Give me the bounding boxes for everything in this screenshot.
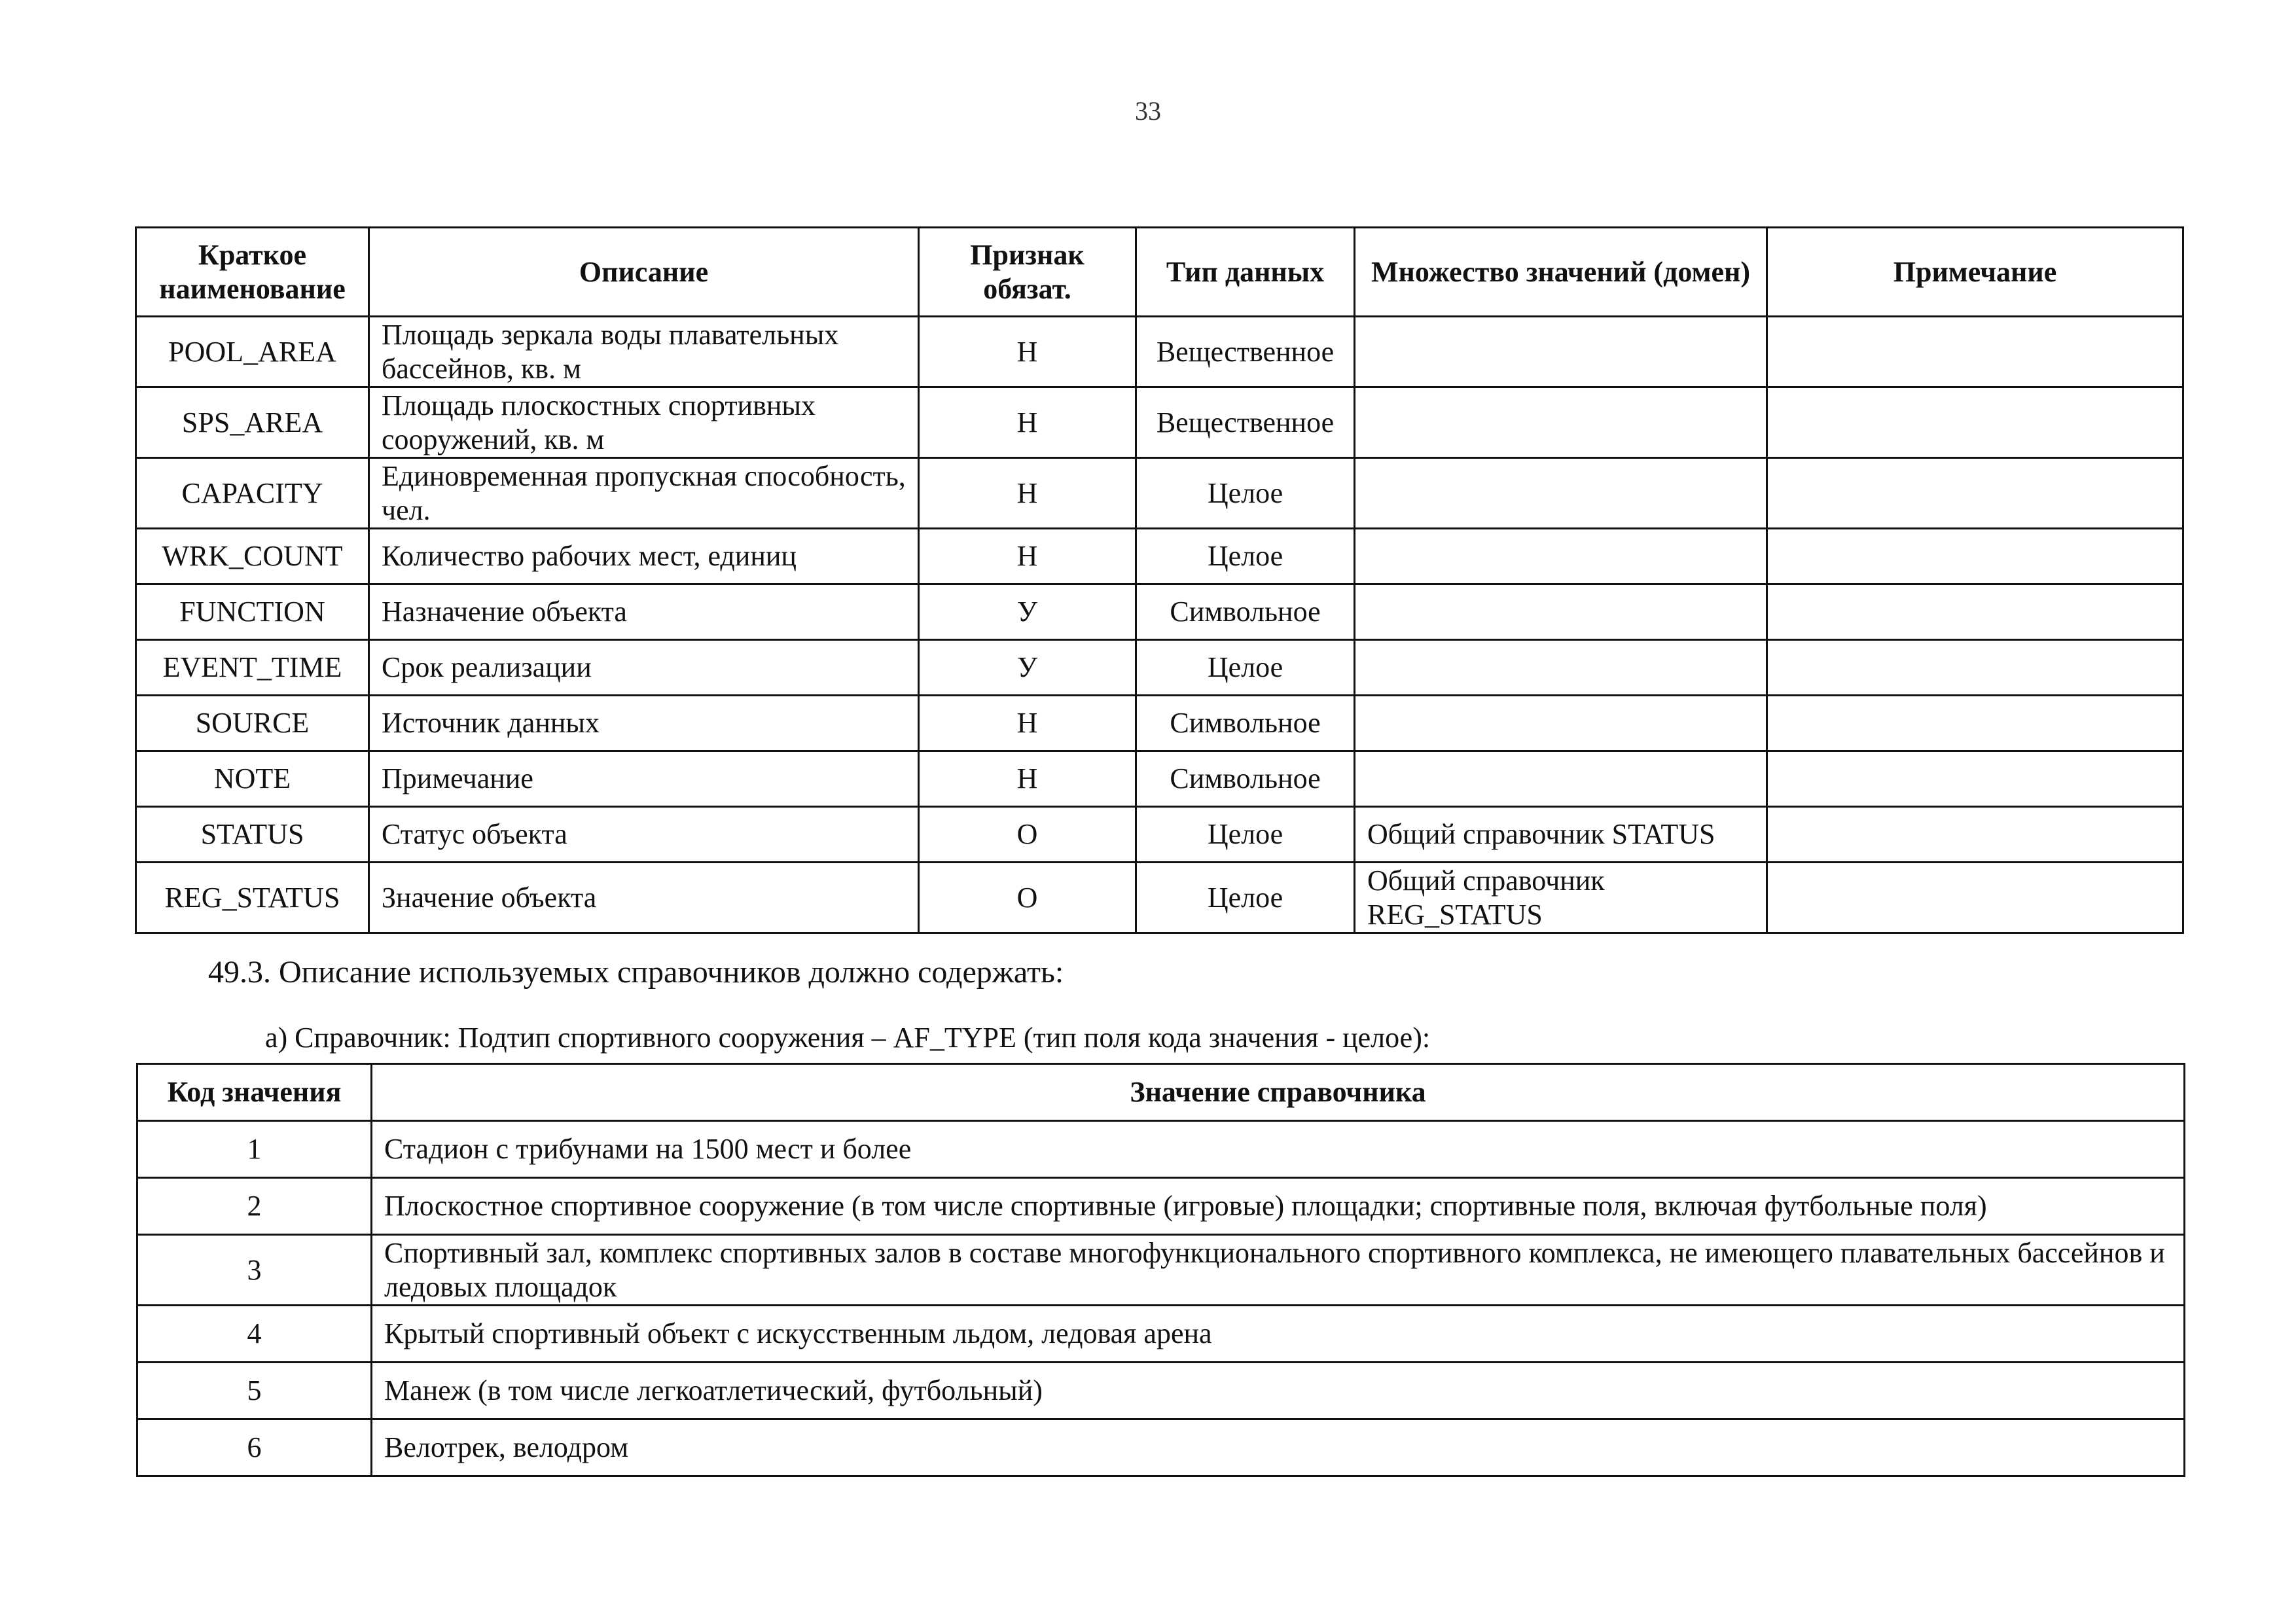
table-row [136,317,2183,387]
table-row [137,1363,2185,1419]
field-note [1767,458,2183,529]
dictionary-table [136,1063,2185,1477]
field-code: STATUS [136,807,369,863]
fields-table [135,226,2184,934]
field-required: Н [919,529,1136,584]
header-short-name: Краткое наименование [136,228,369,317]
field-type: Символьное [1136,751,1355,807]
header-description: Описание [369,228,919,317]
table-row [136,807,2183,863]
header-value: Значение справочника [372,1064,2185,1121]
field-type: Символьное [1136,584,1355,640]
header-data-type: Тип данных [1136,228,1355,317]
table-row [137,1235,2185,1306]
table-row [137,1306,2185,1363]
field-required: Н [919,387,1136,458]
field-code: POOL_AREA [136,317,369,387]
field-note [1767,807,2183,863]
field-note [1767,584,2183,640]
field-code: FUNCTION [136,584,369,640]
field-required: У [919,584,1136,640]
field-description: Назначение объекта [369,584,919,640]
header-note: Примечание [1767,228,2183,317]
dict-value: Плоскостное спортивное сооружение (в том числе спортивные (игровые) площадки; спортивные поля, включая футбольные поля) [372,1178,2185,1235]
dictionary-header-row [137,1064,2185,1121]
field-required: О [919,863,1136,933]
field-code: WRK_COUNT [136,529,369,584]
dict-code: 5 [137,1363,372,1419]
field-type: Целое [1136,640,1355,696]
table-row [136,640,2183,696]
field-domain [1355,387,1767,458]
dict-value: Спортивный зал, комплекс спортивных залов в составе многофункционального спортивного комплекса, не имеющего плавательных бассейнов и ледовых площадок [372,1235,2185,1306]
field-note [1767,863,2183,933]
dict-value: Велотрек, велодром [372,1419,2185,1476]
field-note [1767,387,2183,458]
field-type: Целое [1136,458,1355,529]
table-row [136,584,2183,640]
field-code: REG_STATUS [136,863,369,933]
header-domain: Множество значений (домен) [1355,228,1767,317]
section-heading: 49.3. Описание используемых справочников должно содержать: [208,955,1064,990]
fields-header-row [136,228,2183,317]
table-row [136,458,2183,529]
field-type: Целое [1136,807,1355,863]
table-row [137,1178,2185,1235]
field-domain [1355,584,1767,640]
dict-value: Манеж (в том числе легкоатлетический, футбольный) [372,1363,2185,1419]
table-row [136,696,2183,751]
field-domain [1355,529,1767,584]
field-domain [1355,696,1767,751]
field-code: CAPACITY [136,458,369,529]
dict-value: Крытый спортивный объект с искусственным льдом, ледовая арена [372,1306,2185,1363]
field-description: Примечание [369,751,919,807]
field-description: Значение объекта [369,863,919,933]
table-row [136,863,2183,933]
field-type: Вещественное [1136,387,1355,458]
dict-code: 4 [137,1306,372,1363]
field-required: Н [919,751,1136,807]
field-domain [1355,751,1767,807]
field-note [1767,640,2183,696]
dict-code: 6 [137,1419,372,1476]
field-type: Целое [1136,863,1355,933]
field-code: SOURCE [136,696,369,751]
field-code: EVENT_TIME [136,640,369,696]
field-type: Символьное [1136,696,1355,751]
field-code: SPS_AREA [136,387,369,458]
field-description: Площадь плоскостных спортивных сооружений, кв. м [369,387,919,458]
field-domain: Общий справочник STATUS [1355,807,1767,863]
field-description: Площадь зеркала воды плавательных бассейнов, кв. м [369,317,919,387]
table-row [136,387,2183,458]
field-code: NOTE [136,751,369,807]
dict-code: 3 [137,1235,372,1306]
table-row [136,751,2183,807]
table-row [137,1121,2185,1178]
field-required: Н [919,458,1136,529]
field-note [1767,751,2183,807]
field-required: Н [919,696,1136,751]
field-description: Единовременная пропускная способность, чел. [369,458,919,529]
field-type: Вещественное [1136,317,1355,387]
page-number: 33 [1135,96,1161,126]
field-required: О [919,807,1136,863]
dict-code: 2 [137,1178,372,1235]
field-domain: Общий справочник REG_STATUS [1355,863,1767,933]
field-description: Срок реализации [369,640,919,696]
field-note [1767,317,2183,387]
dict-value: Стадион с трибунами на 1500 мест и более [372,1121,2185,1178]
field-required: У [919,640,1136,696]
field-description: Статус объекта [369,807,919,863]
field-note [1767,696,2183,751]
header-code: Код значения [137,1064,372,1121]
table-row [137,1419,2185,1476]
dict-code: 1 [137,1121,372,1178]
field-domain [1355,640,1767,696]
table-row [136,529,2183,584]
field-description: Источник данных [369,696,919,751]
field-type: Целое [1136,529,1355,584]
field-note [1767,529,2183,584]
field-domain [1355,458,1767,529]
field-domain [1355,317,1767,387]
dictionary-caption: а) Справочник: Подтип спортивного сооружения – AF_TYPE (тип поля кода значения - целое): [265,1022,1431,1054]
field-required: Н [919,317,1136,387]
header-required: Признак обязат. [919,228,1136,317]
field-description: Количество рабочих мест, единиц [369,529,919,584]
